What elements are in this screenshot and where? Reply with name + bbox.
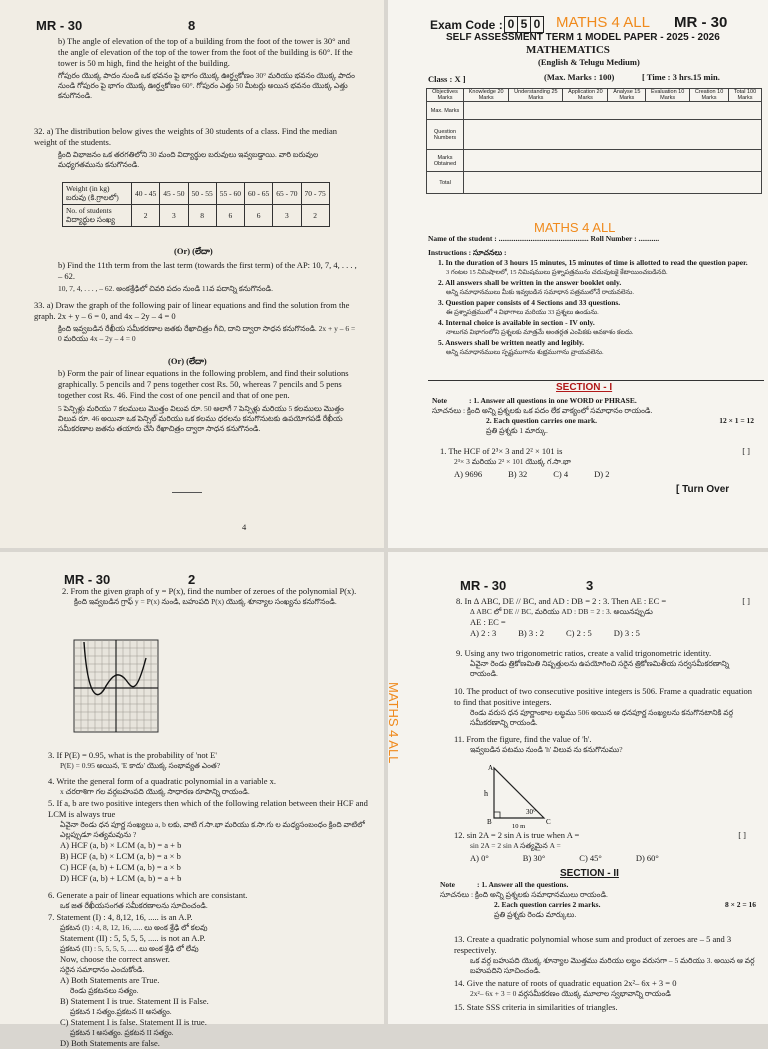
option: A) 9696 [454, 469, 483, 479]
table-cell: 2 [132, 205, 160, 227]
table-row [427, 120, 762, 150]
page-2 [0, 552, 384, 1048]
table-header: Max. Marks [427, 102, 464, 120]
table-header: Knowledge 20 Marks [464, 89, 509, 102]
option: A) HCF (a, b) × LCM (a, b) = a + b [60, 840, 182, 850]
option: C) 45° [579, 853, 602, 863]
turn-over: [ Turn Over [676, 484, 730, 495]
table-cell: 6 [216, 205, 244, 227]
page-code: MR - 30 [64, 572, 111, 587]
page-3 [388, 552, 768, 1024]
table-header: Objectives Marks [427, 89, 464, 102]
vertex-label: B [487, 818, 492, 826]
option: D) 60° [635, 853, 659, 863]
section-notes: Note : 1. Answer all questions in one WORD or PHRASE. సూచనలు : క్రింది అన్ని ప్రశ్నలకు ఒక పదం లేక వాక్యంలో సమాధానం రాయండి. 2. Each question carries one mark. 12 × 1 = 12 ప్రతి ప్రశ్నకు 1 మార్కు. [432, 396, 754, 435]
height-label: h [484, 789, 488, 798]
brand-watermark: MATHS 4 ALL [556, 14, 650, 31]
brand-watermark-vertical: MATHS 4 ALL [386, 682, 401, 764]
option: B) 30° [522, 853, 546, 863]
table-row [63, 205, 330, 227]
weights-table [62, 182, 330, 227]
exam-code-digit: 5 [518, 16, 531, 33]
table-cell: 3 [160, 205, 188, 227]
table-cell: 65 - 70 [273, 183, 301, 205]
time-label: [ Time : 3 hrs.15 min. [642, 72, 720, 82]
table-cell: 2 [301, 205, 329, 227]
student-name-line: Name of the student : ................................................ Roll Number : ........... [428, 234, 660, 243]
divider [428, 380, 764, 381]
question-3: 3. If P(E) = 0.95, what is the probability of 'not E' P(E) = 0.95 అయిన, 'E కాదు' యొక్క సంభావ్యత ఎంత? [48, 750, 221, 770]
table-cell [464, 172, 762, 194]
table-row [427, 172, 762, 194]
question-32b: b) Find the 11th term from the last term (towards the first term) of the AP: 10, 7, 4, . . . , – 62. 10, 7, 4, . . . , – 62. అంకశ్రేఢిలో చివరి పదం నుండి 11వ పదాన్ని కనుగొనండి. [58, 260, 357, 293]
option: D) 2 [594, 469, 610, 479]
table-cell: 60 - 65 [245, 183, 273, 205]
question-33b: b) Form the pair of linear equations in the following problem, and find their solutions graphically. 5 pencils and 7 pens together cost Rs. 50, whereas 7 pencils and 5 pens together cost Rs. 46. Find the cost of one pencil and that of one pen. 5 పెన్సిళ్లు మరియు 7 కలములు మొత్తం విలువ రూ. 50 అలాగే 7 పెన్సిళ్లు మరియు 5 కలములు మొత్తం విలువ రూ. 46 అయినా ఒక పెన్సిల్ మరియు ఒక కలము ధరలను కనుగొనుటకు ఉపయోగపడే రేఖీయ సమీకరణాల జతను తయారు చేసి రేఖాచిత్రం ద్వారా సాధన కనుగొనండి. [58, 368, 349, 433]
triangle-figure [482, 762, 562, 830]
table-cell [464, 120, 762, 150]
exam-code-boxes [504, 16, 544, 33]
paper-title: SELF ASSESSMENT TERM 1 MODEL PAPER - 2025 - 2026 [446, 32, 720, 43]
table-cell: 6 [245, 205, 273, 227]
page-code: MR - 30 [460, 578, 507, 593]
table-header: Total [427, 172, 464, 194]
option: A) Both Statements are True. [60, 975, 160, 985]
page-footer: 4 [242, 522, 247, 532]
option: B) 3 : 2 [518, 628, 544, 638]
table-row [63, 183, 330, 205]
exam-code-digit: 0 [531, 16, 544, 33]
option: C) 4 [553, 469, 569, 479]
question-1: 1. The HCF of 2³× 3 and 2² × 101 is [ ] 2³× 3 మరియు 2² × 101 యొక్క గ.సా.భా A) 9696 B) 32 C) 4 D) 2 [440, 446, 750, 479]
brand-watermark: MATHS 4 ALL [534, 220, 616, 235]
option: D) 3 : 5 [613, 628, 640, 638]
question-13: 13. Create a quadratic polynomial whose sum and product of zeroes are – 5 and 3 respectively. ఒక వర్గ బహుపది యొక్క శూన్యాల మొత్తము మరియు లబ్ధం వరుసగా – 5 మరియు 3. అయిన ఆ వర్గ బహుపదిని సూచించండి. [454, 934, 755, 975]
page-8 [0, 0, 384, 548]
option: C) HCF (a, b) + LCM (a, b) = a × b [60, 862, 181, 872]
table-row [427, 102, 762, 120]
subject: MATHEMATICS [526, 44, 610, 56]
table-row [427, 150, 762, 172]
question-5: 5. If a, b are two positive integers then which of the following relation between their HCF and LCM is always true ఏవైనా రెండు ధన పూర్ణ సంఖ్యలు a, b లకు, వాటి గ.సా.భా మరియు క.సా.గు ల మధ్యసంబంధం క్రింది వాటిలో ఎల్లప్పుడూ సత్యమవును ? A) HCF (a, b) × LCM (a, b) = a + b B) HCF (a, b) × LCM (a, b) = a × b C) HCF (a, b) + LCM (a, b) = a × b D) HCF (a, b) + LCM (a, b) = a + b [48, 798, 368, 883]
question-10: 10. The product of two consecutive positive integers is 506. Frame a quadratic equation to find that positive integers. రెండు వరుస ధన పూర్ణాంకాల లబ్ధము 506 అయిన ఆ ధనపూర్ణ సంఖ్యలను కనుగొనటానికి వర్గ సమీకరణాన్ని రాయండి. [454, 686, 752, 727]
vertex-label: C [546, 818, 551, 826]
option: C) Statement I is false. Statement II is true. [60, 1017, 207, 1027]
question-7: 7. Statement (I) : 4, 8,12, 16, ..... is an A.P. ప్రకటన (I) : 4, 8, 12, 16, ..... లు అంక శ్రేఢి లో కలవు Statement (II) : 5, 5, 5, 5, ..... is not an A.P. ప్రకటన (II) : 5, 5, 5, 5, ..... లు అంక శ్రేఢి లో లేవు Now, choose the correct answer. సరైన సమాధానం ఎంచుకోండి. A) Both Statements are True. రెండు ప్రకటనలు సత్యం. B) Statement I is true. Statement II is False. ప్రకటన I సత్యం.ప్రకటన II అసత్యం. C) Statement I is false. Statement II is true. ప్రకటన I అసత్యం. ప్రకటన II సత్యం. D) Both Statements are false. [48, 912, 368, 1049]
table-header: Question Numbers [427, 120, 464, 150]
exam-code-label: Exam Code : [430, 18, 503, 32]
option: D) HCF (a, b) + LCM (a, b) = a + b [60, 873, 182, 883]
table-header: Marks Obtained [427, 150, 464, 172]
triangle-shape [494, 768, 544, 818]
blueprint-table [426, 88, 762, 194]
max-marks: (Max. Marks : 100) [544, 72, 615, 82]
question-15: 15. State SSS criteria in similarities of triangles. [454, 1002, 618, 1012]
question-11: 11. From the figure, find the value of 'h'. ఇవ్వబడిన పటము నుండి 'h' విలువ ను కనుగొనుము? [454, 734, 623, 754]
table-header: Total 100 Marks [729, 89, 762, 102]
table-header: Weight (in kg) బరువు (కి.గ్రాలలో) [63, 183, 132, 205]
table-cell [464, 150, 762, 172]
page-code: MR - 30 [36, 18, 83, 33]
page-code: MR - 30 [674, 14, 728, 31]
page-number: 3 [586, 578, 594, 593]
class-label: Class : X ] [428, 74, 466, 84]
table-cell [464, 102, 762, 120]
option: B) 32 [508, 469, 528, 479]
table-header: Evaluation 10 Marks [646, 89, 690, 102]
option: D) Both Statements are false. [60, 1038, 160, 1048]
option: C) 2 : 5 [565, 628, 592, 638]
question-14: 14. Give the nature of roots of quadratic equation 2x²– 6x + 3 = 0 2x²– 6x + 3 = 0 వర్గసమీకరణం యొక్క మూలాల స్వభావాన్ని రాయండి [454, 978, 677, 998]
question-6: 6. Generate a pair of linear equations which are consistant. ఒక జత రేఖీయసంగత సమీకరణాలను సూచించండి. [48, 890, 248, 910]
question-8: 8. In Δ ABC, DE // BC, and AD : DB = 2 : 3. Then AE : EC = [ ] Δ ABC లో DE // BC, మరియు AD : DB = 2 : 3. అయినప్పుడు AE : EC = A) 2 : 3 B) 3 : 2 C) 2 : 5 D) 3 : 5 [456, 596, 750, 638]
question-9: 9. Using any two trigonometric ratios, create a valid trigonometric identity. ఏవైనా రెండు త్రికోణమితి నిష్పత్తులను ఉపయోగించి సరైన త్రికోణమితీయ సర్వసమీకరణాన్ని రాయండి. [456, 648, 730, 678]
or-divider: (Or) (లేదా) [168, 356, 207, 366]
vertex-label: A [488, 764, 494, 772]
table-header: Understanding 25 Marks [509, 89, 563, 102]
table-cell: 55 - 60 [216, 183, 244, 205]
cover-page [388, 0, 768, 548]
base-label: 10 m [512, 823, 526, 830]
table-header: Analyse 15 Marks [608, 89, 646, 102]
option: A) 2 : 3 [470, 628, 497, 638]
table-row [427, 89, 762, 102]
angle-label: 30° [526, 808, 536, 816]
instructions: Instructions : సూచనలు : 1. In the duration of 3 hours 15 minutes, 15 minutes of time is allotted to read the question paper. 3 గంటల 15 నిమిషాలలో, 15 నిమిషములు ప్రశ్నాపత్రమును చదువుటకై కేటాయించబడినది. 2. All answers shall be written in the answer booklet only. అన్ని సమాధానములు మీకు ఇవ్వబడిన సమాధాన పత్రములోనే రాయవలెను. 3. Question paper consists of 4 Sections and 33 questions. ఈ ప్రశ్నాపత్రములో 4 విభాగాలు మరియు 33 ప్రశ్నలు ఉండును. 4. Internal choice is available in section - IV only. నాలుగవ విభాగంలోని ప్రశ్నలకు మాత్రమే అంతర్గత ఎంపికకు అవకాశం కలదు. 5. Answers shall be written neatly and legibly. అన్ని సమాధానములు స్పష్టముగాను శుభ్రముగాను వ్రాయవలెను. [428, 248, 748, 356]
page-number: 8 [188, 18, 196, 33]
table-cell: 50 - 55 [188, 183, 216, 205]
option: A) 0° [470, 853, 489, 863]
question-32a: 32. a) The distribution below gives the weights of 30 students of a class. Find the median weight of the students. క్రింది విభాజనం ఒక తరగతిలోని 30 మంది విద్యార్థుల బరువులు ఇవ్వబడ్డాయి. వారి బరువుల మధ్యగతమును కనుగొనండి. [34, 126, 337, 169]
question-33a: 33. a) Draw the graph of the following pair of linear equations and find the solution from the graph. 2x + y – 6 = 0, and 4x – 2y – 4 = 0 క్రింది ఇవ్వబడిన రేఖీయ సమీకరణాల జతకు రేఖాచిత్రం గీచి, దాని ద్వారా సాధన కనుగొనండి. 2x + y – 6 = 0 మరియు 4x – 2y – 4 = 0 [34, 300, 356, 343]
option: B) HCF (a, b) × LCM (a, b) = a × b [60, 851, 181, 861]
table-cell: 70 - 75 [301, 183, 329, 205]
polynomial-graph [74, 640, 158, 732]
table-header: Application 20 Marks [563, 89, 608, 102]
medium: (English & Telugu Medium) [538, 57, 640, 67]
question-2: 2. From the given graph of y = P(x), find the number of zeroes of the polynomial P(x). క్రింది ఇవ్వబడిన గ్రాఫ్ y = P(x) నుండి, బహుపది P(x) యొక్క శూన్యాల సంఖ్యను కనుగొనండి. [62, 586, 357, 606]
page-number: 2 [188, 572, 196, 587]
table-header: Creation 10 Marks [690, 89, 729, 102]
section-heading: SECTION - I [556, 382, 613, 393]
option: B) Statement I is true. Statement II is False. [60, 996, 209, 1006]
right-angle-mark [494, 812, 500, 818]
table-cell: 45 - 50 [160, 183, 188, 205]
table-cell: 8 [188, 205, 216, 227]
question-12: 12. sin 2A = 2 sin A is true when A = [ ] sin 2A = 2 sin A సత్యమైన A = A) 0° B) 30° C) 45° D) 60° [454, 830, 746, 863]
table-cell: 40 - 45 [132, 183, 160, 205]
section-heading: SECTION - II [560, 868, 619, 879]
table-cell: 3 [273, 205, 301, 227]
table-header: No. of students విద్యార్థుల సంఖ్య [63, 205, 132, 227]
exam-code-digit: 0 [504, 16, 518, 33]
section-notes: Note : 1. Answer all the questions. సూచనలు : క్రింది అన్ని ప్రశ్నలకు సమాధానములు రాయండి. 2. Each question carries 2 marks. 8 × 2 = 16 ప్రతి ప్రశ్నకు రెండు మార్కులు. [440, 880, 756, 919]
question-31b: b) The angle of elevation of the top of a building from the foot of the tower is 30° and the angle of elevation of the top of the tower from the foot of the building is 60°. If the tower is 50 m high, find the height of the building. గోపురం యొక్క పాదం నుండి ఒక భవనం పై భాగం యొక్క ఊర్ధ్వకోణం 30° మరియు భవనం యొక్క పాదం నుండి గోపురం పై భాగం యొక్క ఊర్ధ్వకోణం 60°. గోపురం ఎత్తు 50 మీటర్లు అయిన భవనం యొక్క ఎత్తు కనుగొనండి. [58, 36, 355, 100]
or-divider: (Or) (లేదా) [174, 246, 213, 256]
end-divider [172, 492, 202, 493]
question-4: 4. Write the general form of a quadratic polynomial in a variable x. x చరరాశిగా గల వర్గబహుపది యొక్క సాధారణ రూపాన్ని రాయండి. [48, 776, 276, 796]
